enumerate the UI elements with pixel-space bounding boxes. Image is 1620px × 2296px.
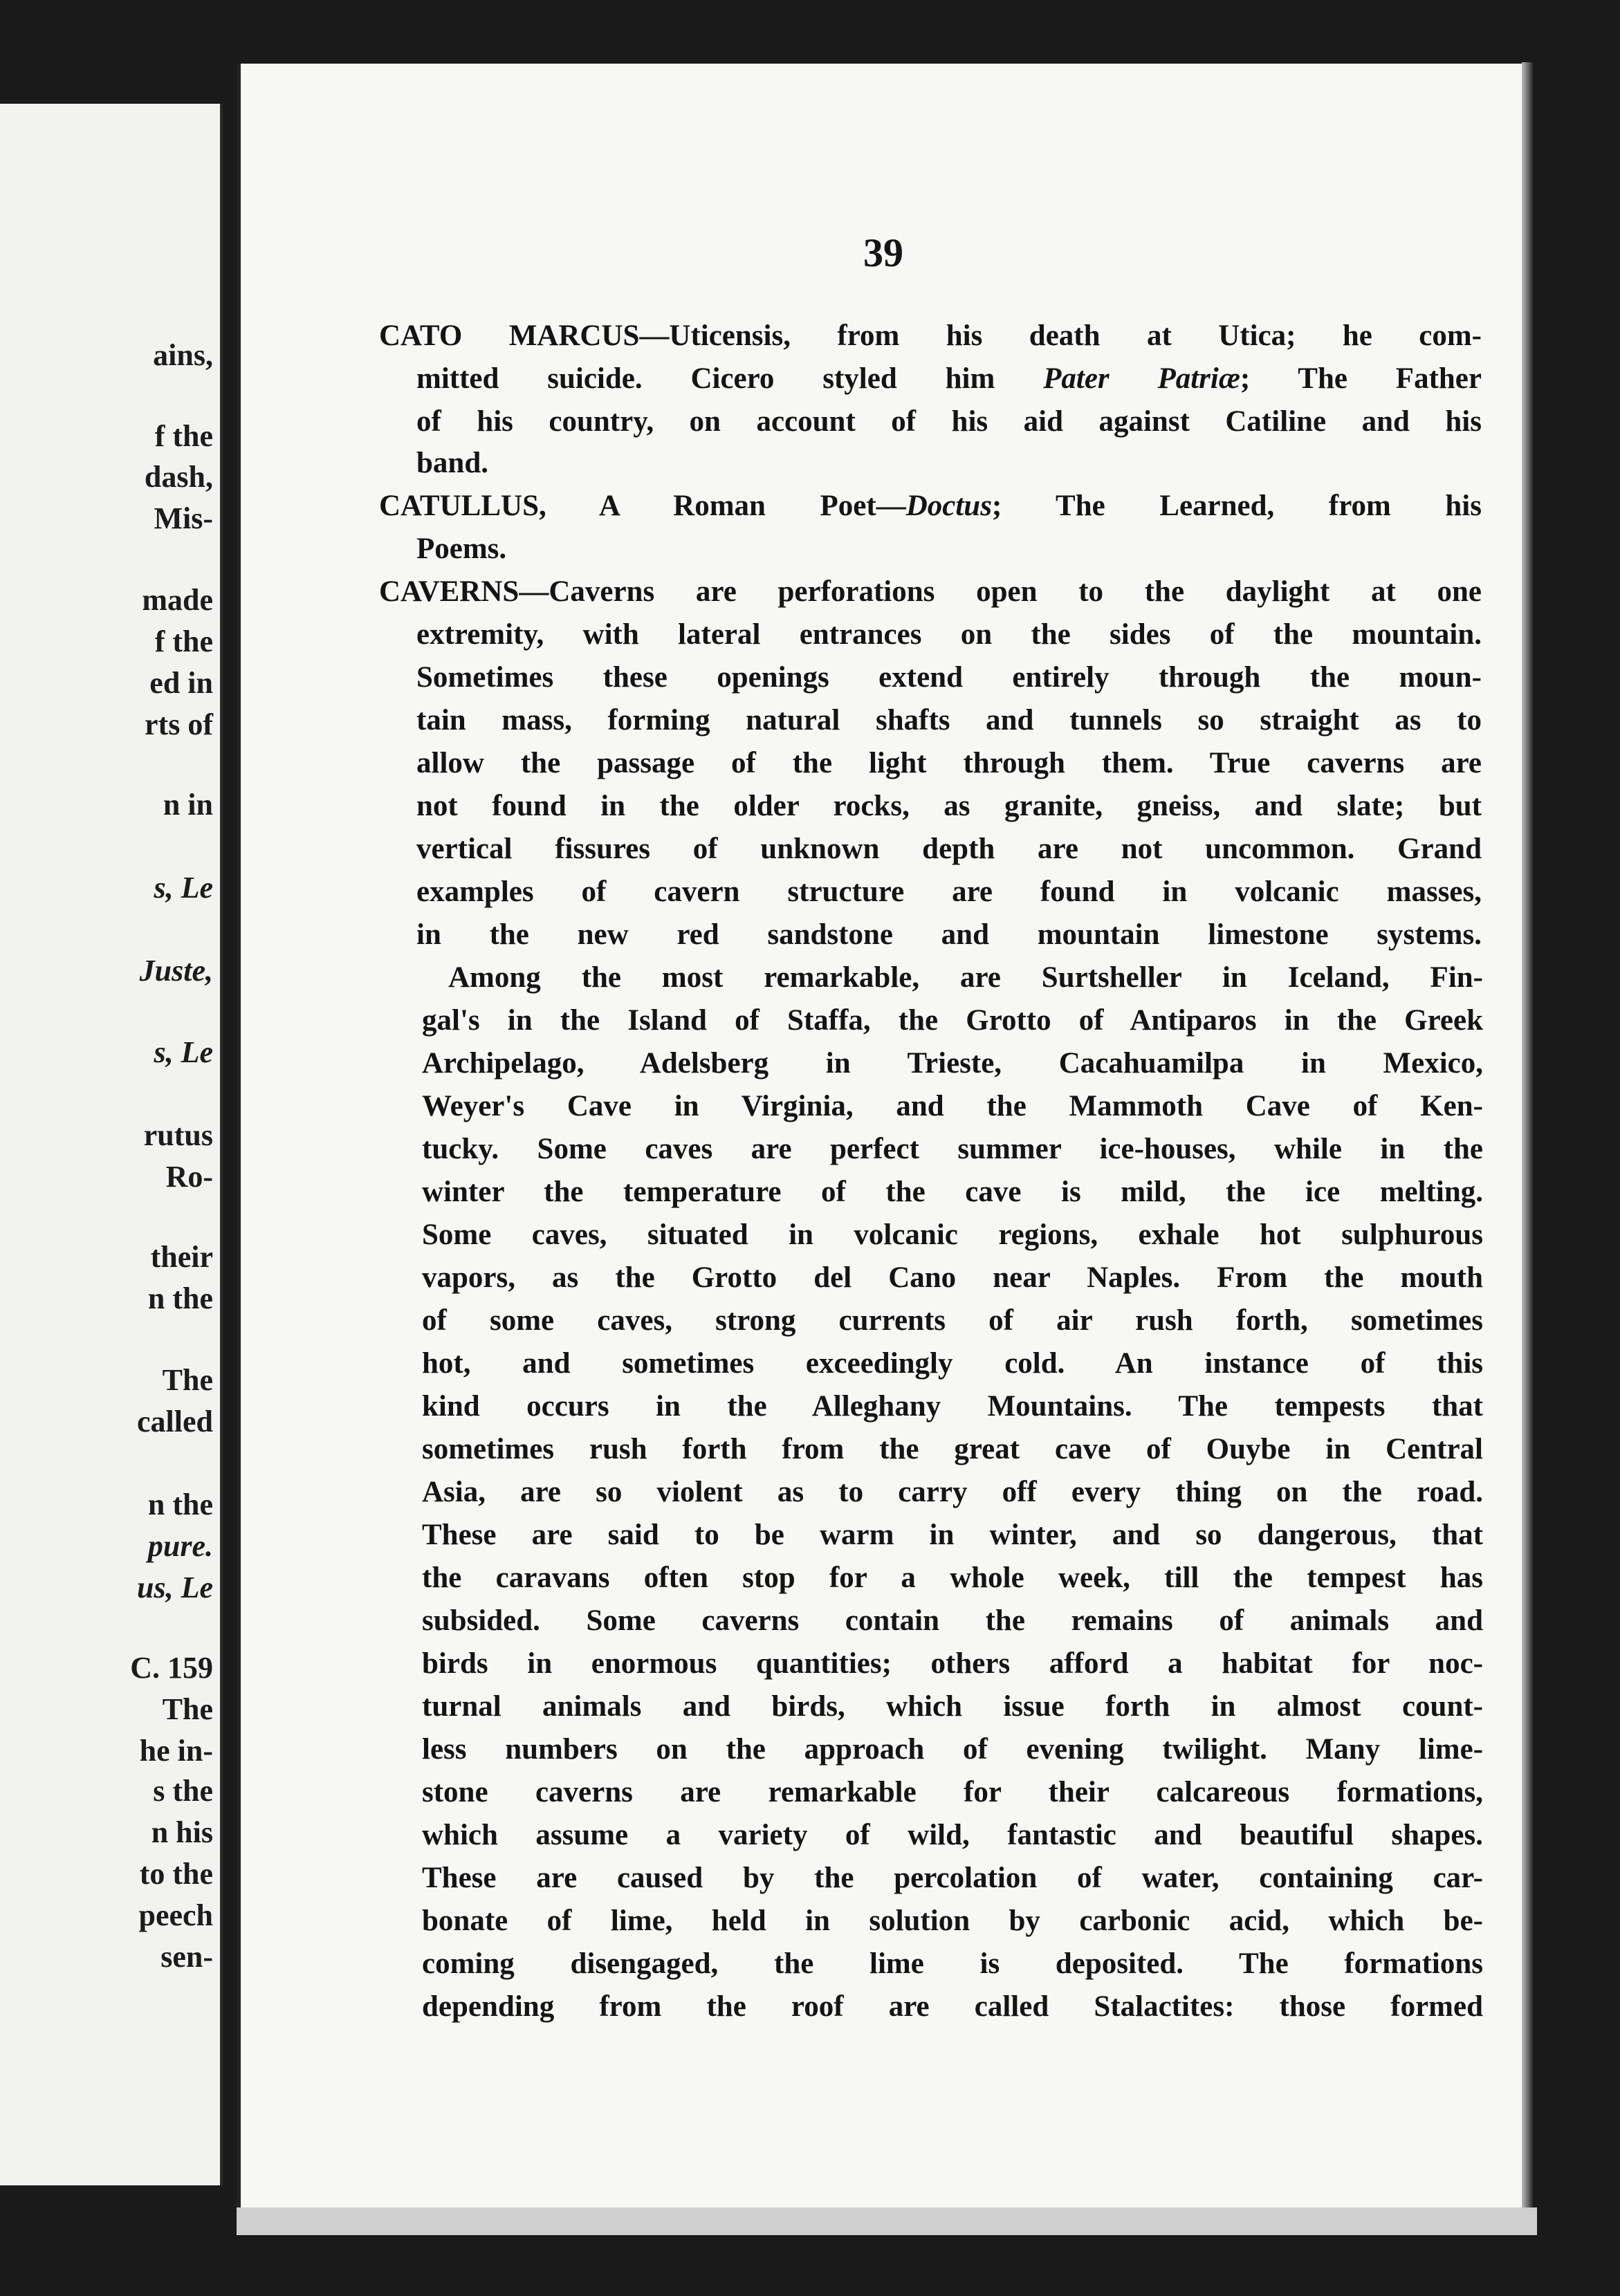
text-line: These are said to be warm in winter, and so dangerous, that	[422, 1519, 1483, 1551]
left-fragment: Juste,	[139, 954, 213, 988]
text-line: of his country, on account of his aid against Catiline and his	[416, 405, 1482, 438]
text-line: band.	[416, 447, 488, 479]
text-line: less numbers on the approach of evening twilight. Many lime-	[422, 1733, 1483, 1766]
text-line: in the new red sandstone and mountain limestone systems.	[416, 918, 1482, 951]
book-page	[237, 64, 1526, 2207]
text-line: CATULLUS, A Roman Poet—Doctus; The Learned, from his	[379, 490, 1482, 522]
text-line: not found in the older rocks, as granite, gneiss, and slate; but	[416, 790, 1482, 822]
text-line: turnal animals and birds, which issue forth in almost count-	[422, 1690, 1483, 1723]
left-page-fragment	[0, 104, 223, 2185]
latin-phrase: Pater Patriæ	[1043, 362, 1240, 395]
left-fragment: The	[162, 1692, 213, 1726]
text-line: depending from the roof are called Stalactites: those formed	[422, 1990, 1483, 2023]
page-number: 39	[863, 230, 903, 275]
text-line: extremity, with lateral entrances on the sides of the mountain.	[416, 618, 1482, 651]
text-line: winter the temperature of the cave is mild, the ice melting.	[422, 1176, 1483, 1208]
text-line: Archipelago, Adelsberg in Trieste, Cacahuamilpa in Mexico,	[422, 1047, 1483, 1080]
left-fragment: peech	[138, 1898, 213, 1932]
text-line: which assume a variety of wild, fantastic and beautiful shapes.	[422, 1819, 1483, 1851]
text-line: vertical fissures of unknown depth are not uncommon. Grand	[416, 833, 1482, 865]
left-fragment: s, Le	[154, 871, 213, 905]
text-line: bonate of lime, held in solution by carbonic acid, which be-	[422, 1905, 1483, 1937]
text-line: stone caverns are remarkable for their calcareous formations,	[422, 1776, 1483, 1808]
left-fragment: he in-	[139, 1734, 213, 1768]
left-fragment: their	[150, 1240, 213, 1274]
left-fragment: ed in	[149, 666, 213, 700]
text-line: tucky. Some caves are perfect summer ice-houses, while in the	[422, 1133, 1483, 1165]
text-line: vapors, as the Grotto del Cano near Naples. From the mouth	[422, 1261, 1483, 1294]
text-line: CATO MARCUS—Uticensis, from his death at Utica; he com-	[379, 320, 1482, 352]
left-fragment: n in	[163, 788, 213, 822]
left-fragment: made	[142, 583, 213, 617]
text-line: coming disengaged, the lime is deposited. The formations	[422, 1947, 1483, 1980]
left-fragment: f the	[154, 624, 213, 658]
left-fragment: Ro-	[165, 1160, 213, 1194]
left-fragment: C. 159	[130, 1651, 213, 1685]
page-bottom-edge	[237, 2207, 1537, 2235]
text-line: mitted suicide. Cicero styled him Pater Patriæ; The Father	[416, 362, 1482, 395]
left-fragment: Mis-	[154, 501, 213, 535]
text-line: Asia, are so violent as to carry off every thing on the road.	[422, 1476, 1483, 1508]
left-fragment: sen-	[160, 1940, 213, 1974]
text-line: of some caves, strong currents of air rush forth, sometimes	[422, 1304, 1483, 1337]
text-line: Some caves, situated in volcanic regions, exhale hot sulphurous	[422, 1219, 1483, 1251]
text-line: These are caused by the percolation of water, containing car-	[422, 1862, 1483, 1894]
text-line: birds in enormous quantities; others afford a habitat for noc-	[422, 1647, 1483, 1680]
left-fragment: us, Le	[137, 1571, 213, 1604]
left-fragment: rutus	[143, 1118, 213, 1152]
text-line: Among the most remarkable, are Surtsheller in Iceland, Fin-	[448, 961, 1483, 994]
text-line: tain mass, forming natural shafts and tunnels so straight as to	[416, 704, 1482, 737]
text-line: sometimes rush forth from the great cave of Ouybe in Central	[422, 1433, 1483, 1465]
text-line: the caravans often stop for a whole week, till the tempest has	[422, 1562, 1483, 1594]
left-fragment: to the	[139, 1857, 213, 1891]
text-line: kind occurs in the Alleghany Mountains. The tempests that	[422, 1390, 1483, 1423]
latin-word: Doctus	[905, 490, 992, 522]
left-fragment: s, Le	[154, 1035, 213, 1069]
left-fragment: rts of	[145, 707, 213, 741]
left-fragment: n the	[147, 1281, 213, 1315]
text-line: Weyer's Cave in Virginia, and the Mammoth Cave of Ken-	[422, 1090, 1483, 1122]
left-fragment: f the	[154, 419, 213, 453]
text-line: CAVERNS—Caverns are perforations open to the daylight at one	[379, 575, 1482, 608]
left-fragment: The	[162, 1363, 213, 1397]
left-fragment: pure.	[147, 1529, 213, 1563]
text-line: examples of cavern structure are found in volcanic masses,	[416, 876, 1482, 908]
left-fragment: n his	[151, 1815, 213, 1849]
text-line: gal's in the Island of Staffa, the Grotto of Antiparos in the Greek	[422, 1004, 1483, 1037]
text-line: Poems.	[416, 533, 507, 565]
left-fragment: n the	[147, 1488, 213, 1521]
left-fragment: called	[137, 1405, 213, 1438]
text-line: subsided. Some caverns contain the remains of animals and	[422, 1604, 1483, 1637]
left-fragment: s the	[153, 1774, 213, 1808]
text-line: hot, and sometimes exceedingly cold. An instance of this	[422, 1347, 1483, 1380]
left-fragment: ains,	[153, 338, 213, 372]
text-line: Sometimes these openings extend entirely through the moun-	[416, 661, 1482, 694]
page-edge-shadow	[1522, 62, 1534, 2213]
left-fragment: dash,	[144, 460, 213, 494]
text-line: allow the passage of the light through them. True caverns are	[416, 747, 1482, 779]
